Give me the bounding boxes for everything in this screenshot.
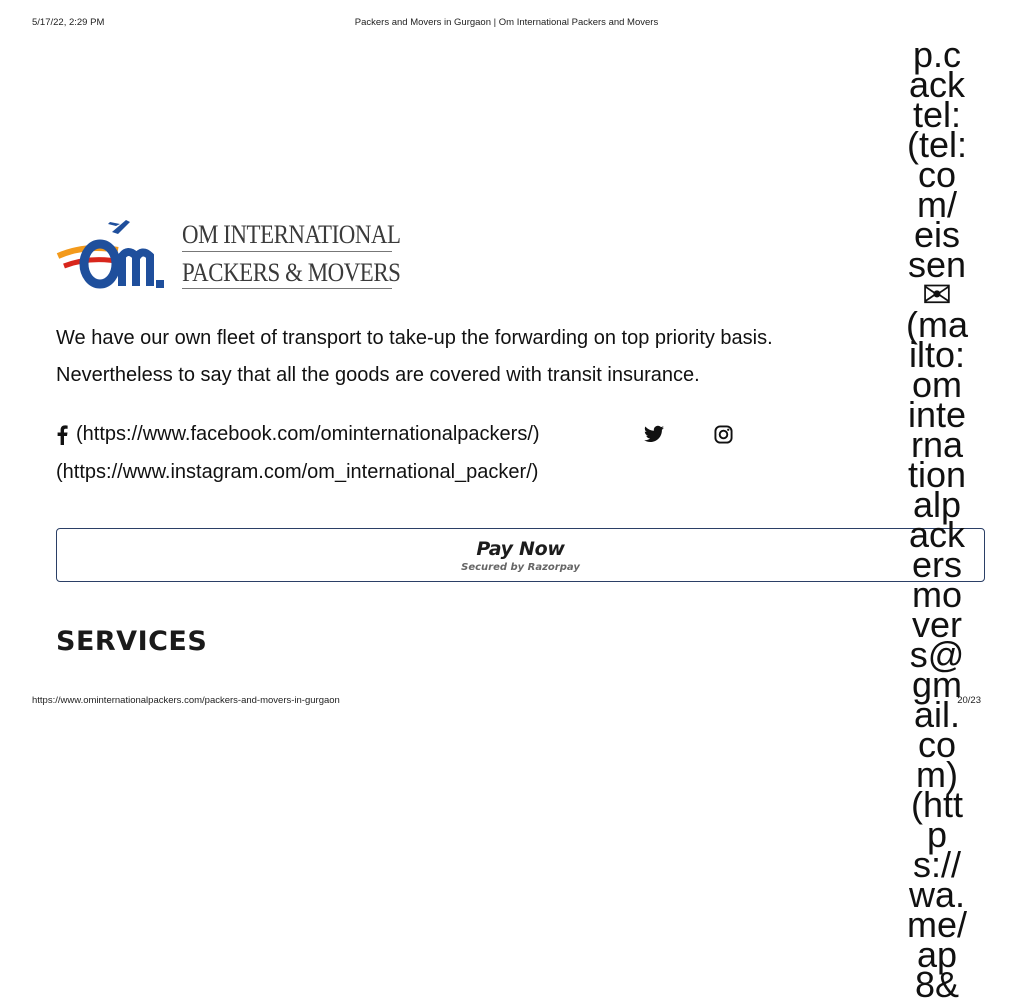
instagram-link[interactable] [714, 425, 733, 450]
om-logo-mark-icon [56, 212, 176, 294]
facebook-link[interactable] [56, 423, 540, 446]
services-heading: SERVICES [56, 626, 208, 657]
intro-line-2: Nevertheless to say that all the goods are covered with transit insurance. [56, 364, 700, 386]
instagram-icon [714, 425, 733, 444]
twitter-link[interactable] [644, 425, 664, 449]
company-logo[interactable] [56, 212, 401, 294]
print-footer [32, 695, 981, 709]
logo-divider [182, 251, 392, 252]
print-datetime: 5/17/22, 2:29 PM [32, 17, 105, 28]
razorpay-secure-label: Secured by Razorpay [461, 562, 580, 573]
print-header [32, 17, 981, 31]
facebook-icon [56, 425, 68, 445]
logo-line-2: PACKERS & MOVERS [182, 258, 401, 287]
intro-line-1: We have our own fleet of transport to take-up the forwarding on top priority basis. [56, 327, 773, 349]
instagram-url[interactable]: (https://www.instagram.com/om_international_packer/) [56, 461, 539, 483]
twitter-icon [644, 425, 664, 443]
print-url: https://www.ominternationalpackers.com/packers-and-movers-in-gurgaon [32, 695, 340, 706]
social-links [56, 423, 816, 482]
print-page-number: 20/23 [957, 695, 981, 706]
print-page-title: Packers and Movers in Gurgaon | Om International Packers and Movers [354, 17, 659, 28]
logo-underline [182, 288, 392, 289]
pay-now-label: Pay Now [476, 538, 565, 560]
overflowing-contact-column[interactable]: p.c ack tel: (tel: com/ eis sen ✉ (mailto: om internationalpackersmovers@gmail.com) (https://wa.me/ ap 8& [906, 34, 968, 1005]
pay-now-button[interactable] [56, 528, 985, 582]
facebook-url: (https://www.facebook.com/ominternationalpackers/) [76, 423, 540, 445]
intro-text [56, 320, 896, 394]
logo-line-1: OM INTERNATIONAL [182, 220, 401, 249]
